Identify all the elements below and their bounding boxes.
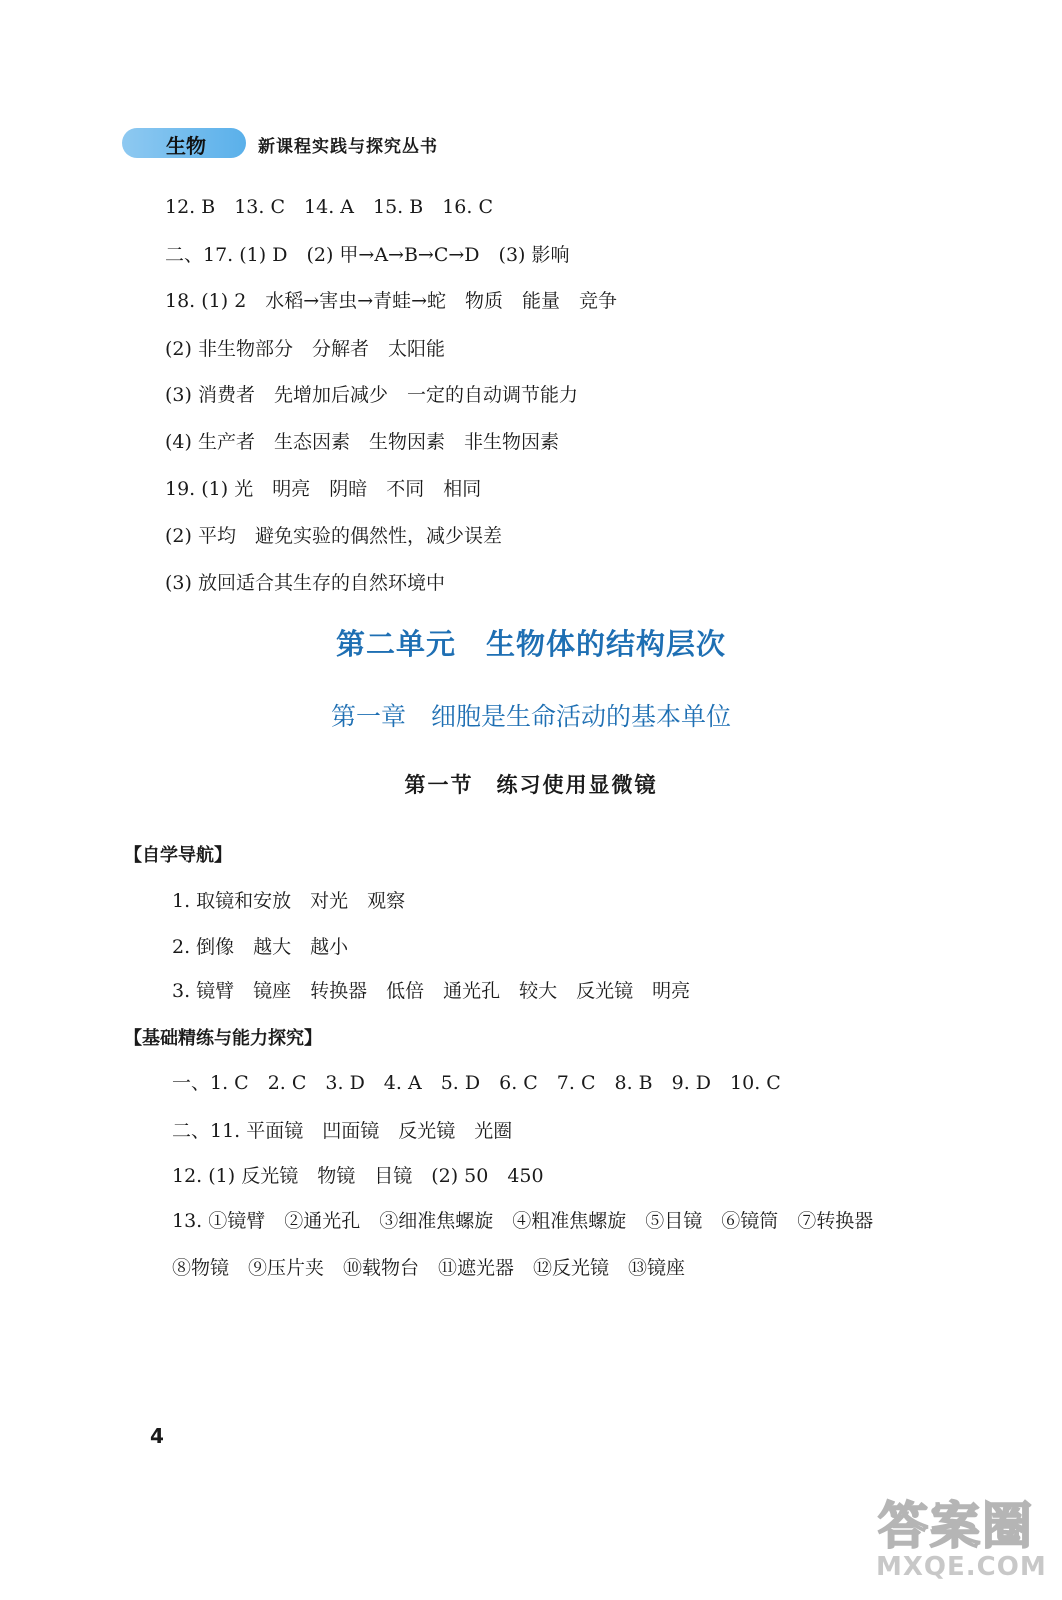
watermark <box>876 1486 1047 1582</box>
practice-line: 13. ①镜臂 ②通光孔 ③细准焦螺旋 ④粗准焦螺旋 ⑤目镜 ⑥镜筒 ⑦转换器 <box>172 1210 874 1232</box>
answer-line: (3) 消费者 先增加后减少 一定的自动调节能力 <box>165 384 578 406</box>
practice-line: ⑧物镜 ⑨压片夹 ⑩载物台 ⑪遮光器 ⑫反光镜 ⑬镜座 <box>172 1257 686 1279</box>
answer-line: (3) 放回适合其生存的自然环境中 <box>165 572 445 594</box>
series-title: 新课程实践与探究丛书 <box>258 137 438 157</box>
page-number: 4 <box>150 1424 164 1448</box>
self-study-line: 1. 取镜和安放 对光 观察 <box>172 890 406 912</box>
answer-line: (4) 生产者 生态因素 生物因素 非生物因素 <box>165 431 559 453</box>
answer-line: 19. (1) 光 明亮 阴暗 不同 相同 <box>165 478 482 500</box>
subject-badge <box>122 128 246 158</box>
answer-line: 12. B 13. C 14. A 15. B 16. C <box>165 196 494 218</box>
answer-line: (2) 平均 避免实验的偶然性，减少误差 <box>165 525 502 547</box>
section-title: 第一节 练习使用显微镜 <box>404 772 658 797</box>
practice-heading: 【基础精练与能力探究】 <box>124 1028 322 1049</box>
practice-line: 12. (1) 反光镜 物镜 目镜 (2) 50 450 <box>172 1165 544 1187</box>
answer-line: (2) 非生物部分 分解者 太阳能 <box>165 338 445 360</box>
self-study-heading: 【自学导航】 <box>124 845 232 866</box>
self-study-line: 3. 镜臂 镜座 转换器 低倍 通光孔 较大 反光镜 明亮 <box>172 980 691 1002</box>
unit-title: 第二单元 生物体的结构层次 <box>335 627 726 661</box>
practice-line: 一、1. C 2. C 3. D 4. A 5. D 6. C 7. C 8. B 9. D 10. C <box>172 1072 781 1094</box>
watermark-logo: 答案圈 <box>878 1497 1034 1555</box>
subject-label: 生物 <box>166 134 206 158</box>
self-study-line: 2. 倒像 越大 越小 <box>172 936 349 958</box>
answer-line: 二、17. (1) D (2) 甲→A→B→C→D (3) 影响 <box>165 244 570 266</box>
watermark-url: MXQE.COM <box>876 1552 1047 1582</box>
practice-line: 二、11. 平面镜 凹面镜 反光镜 光圈 <box>172 1120 513 1142</box>
answer-line: 18. (1) 2 水稻→害虫→青蛙→蛇 物质 能量 竞争 <box>165 290 618 312</box>
chapter-title: 第一章 细胞是生命活动的基本单位 <box>330 702 731 731</box>
